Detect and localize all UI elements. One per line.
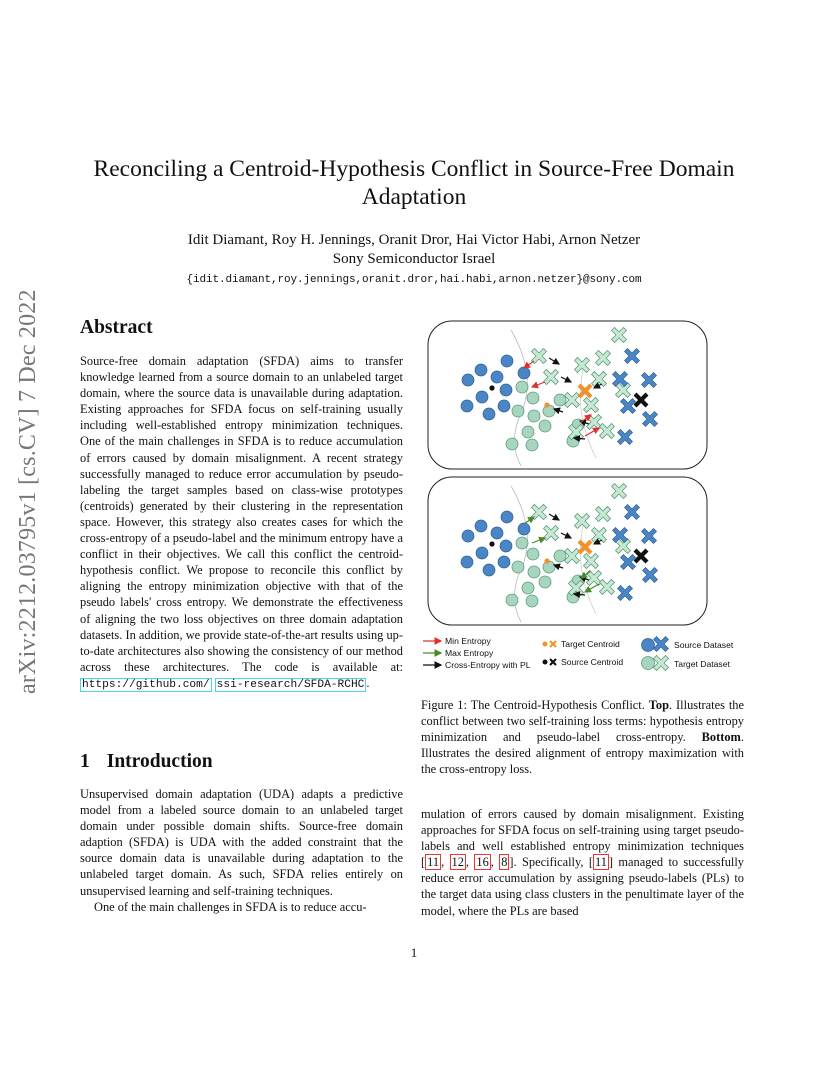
citation-11[interactable]: 11 bbox=[427, 855, 440, 870]
abstract-body: Source-free domain adaptation (SFDA) aims to transfer knowledge learned from a source domain to an unlabeled target domain, where the source data is unavailable during adaptation. Existing approaches for SFDA focus on self-training usually including well-established entropy minimization techniques. One of the main challenges in SFDA is to reduce accumulation of errors caused by domain misalignment. A recent strategy successfully managed to reduce error accumulation by pseudo-labeling the target samples based on class-wise prototypes (centroids) generated by their clustering in the representation space. However, this strategy also creates cases for which the cross-entropy of a pseudo-label and the minimum entropy have a conflict in their objectives. We call this conflict the centroid-hypothesis conflict. We propose to reconcile this conflict by aligning the entropy minimization objective with that of the pseudo labels' cross entropy. We demonstrate the effectiveness of aligning the two loss objectives on three domain adaptation datasets. In addition, we provide state-of-the-art results using up-to-date architectures also showing the consistency of our method across these architectures. The code is available at: https://github.com/ ssi-research/SFDA-RCHC . bbox=[80, 354, 403, 691]
citation-12[interactable]: 12 bbox=[451, 855, 464, 870]
arxiv-side-label: arXiv:2212.03795v1 [cs.CV] 7 Dec 2022 bbox=[15, 289, 41, 694]
figure-legend bbox=[423, 636, 734, 671]
legend-target-dataset: Target Dataset bbox=[674, 659, 730, 669]
citation-11-b[interactable]: 11 bbox=[594, 855, 607, 870]
caption-bottom-label: Bottom bbox=[701, 730, 741, 745]
code-link[interactable] bbox=[80, 678, 212, 692]
intro-paragraph-1: Unsupervised domain adaptation (UDA) adapts a predictive model from a labeled source domain to an unlabeled target domain under possible domain shifts. Source-free domain adaption (SFDA) is UDA with the added constraint that the source domain data is unavailable during adaptation to the unlabeled target domain. As such, SFDA relies entirely on unsupervised learning and self-training techniques. bbox=[80, 787, 403, 898]
legend-source-dataset: Source Dataset bbox=[674, 640, 734, 650]
legend-min-entropy: Min Entropy bbox=[445, 636, 491, 646]
code-link-2[interactable] bbox=[215, 678, 367, 692]
legend-cross-entropy: Cross-Entropy with PL bbox=[445, 660, 531, 670]
right-column-text: mulation of errors caused by domain misalignment. Existing approaches for SFDA focus on self-training using target pseudo-labels and well established entropy minimization techniques [ 11 , 12 , 16 , 8 ]. Specifically, [ 11 ] managed to successfully reduce error accumulation by assigning pseudo-labels (PLs) to the target data using class clusters in the penultimate layer of the model, where the PLs are based bbox=[421, 807, 744, 918]
intro-body bbox=[80, 786, 403, 915]
right-text-b: Specifically, bbox=[522, 855, 584, 870]
caption-top-label: Top bbox=[648, 698, 669, 712]
legend-target-centroid: Target Centroid bbox=[561, 639, 620, 649]
code-link-part-1[interactable]: https://github.com/ bbox=[82, 678, 210, 691]
email-list: {idit.diamant,roy.jennings,oranit.dror,hai.habi,arnon.netzer}@sony.com bbox=[186, 274, 642, 286]
emails bbox=[60, 271, 768, 286]
figure-caption bbox=[421, 697, 744, 777]
intro-paragraph-2: One of the main challenges in SFDA is to reduce accu- bbox=[94, 899, 367, 914]
abstract-text: Source-free domain adaptation (SFDA) aims to transfer knowledge learned from a source domain to an unlabeled target domain, where the source data is unavailable during adaptation. Existing approaches for SFDA focus on self-training usually including well-established entropy minimization techniques. One of the main challenges in SFDA is to reduce accumulation of errors caused by domain misalignment. A recent strategy successfully managed to reduce error accumulation by pseudo-labeling the target samples based on class-wise prototypes (centroids) generated by their clustering in the representation space. However, this strategy also creates cases for which the cross-entropy of a pseudo-label and the minimum entropy have a conflict in their objectives. We call this conflict the centroid-hypothesis conflict. We propose to reconcile this conflict by aligning the entropy minimization objective with that of the pseudo labels' cross entropy. We demonstrate the effectiveness of aligning the two loss objectives on three domain adaptation datasets. In addition, we provide state-of-the-art results using up-to-date architectures also showing the consistency of our method across these architectures. The code is available at: bbox=[80, 354, 403, 674]
right-text-c: managed to successfully reduce error accumulation by assigning pseudo-labels (PLs) to the target data using class clusters in the penultimate layer of the model, where the PLs are based bbox=[421, 855, 744, 918]
title-line-2: Adaptation bbox=[361, 184, 467, 210]
abstract-heading: Abstract bbox=[80, 317, 153, 338]
figure-bottom-panel bbox=[428, 477, 707, 625]
caption-end: . Illustrates the desired alignment of entropy maximization with the cross-entropy loss. bbox=[421, 730, 744, 777]
author-block bbox=[60, 231, 768, 269]
legend-source-centroid: Source Centroid bbox=[561, 657, 624, 667]
code-link-part-2[interactable]: ssi-research/SFDA-RCHC bbox=[216, 678, 365, 691]
authors: Idit Diamant, Roy H. Jennings, Oranit Dror, Hai Victor Habi, Arnon Netzer bbox=[187, 232, 641, 248]
title-line-1: Reconciling a Centroid-Hypothesis Conflict in Source-Free Domain bbox=[93, 156, 735, 182]
affiliation: Sony Semiconductor Israel bbox=[332, 251, 496, 267]
intro-heading bbox=[80, 751, 213, 773]
paper-title bbox=[60, 155, 768, 211]
caption-mid: . Illustrates the conflict between two self-training loss terms: hypothesis entropy minimization and pseudo-label cross-entropy. bbox=[421, 698, 745, 745]
page-number: 1 bbox=[410, 945, 418, 960]
section-number: 1 bbox=[80, 751, 90, 772]
figure-1 bbox=[421, 318, 743, 674]
citation-8[interactable]: 8 bbox=[501, 855, 508, 870]
right-text-a: mulation of errors caused by domain misalignment. Existing approaches for SFDA focus on self-training using target pseudo-labels and well established entropy minimization techniques bbox=[421, 807, 744, 854]
section-title: Introduction bbox=[106, 751, 213, 772]
caption-lead: Figure 1: The Centroid-Hypothesis Conflict. bbox=[421, 698, 645, 712]
citation-16[interactable]: 16 bbox=[476, 855, 489, 870]
figure-top-panel bbox=[428, 321, 707, 469]
legend-max-entropy: Max Entropy bbox=[445, 648, 494, 658]
